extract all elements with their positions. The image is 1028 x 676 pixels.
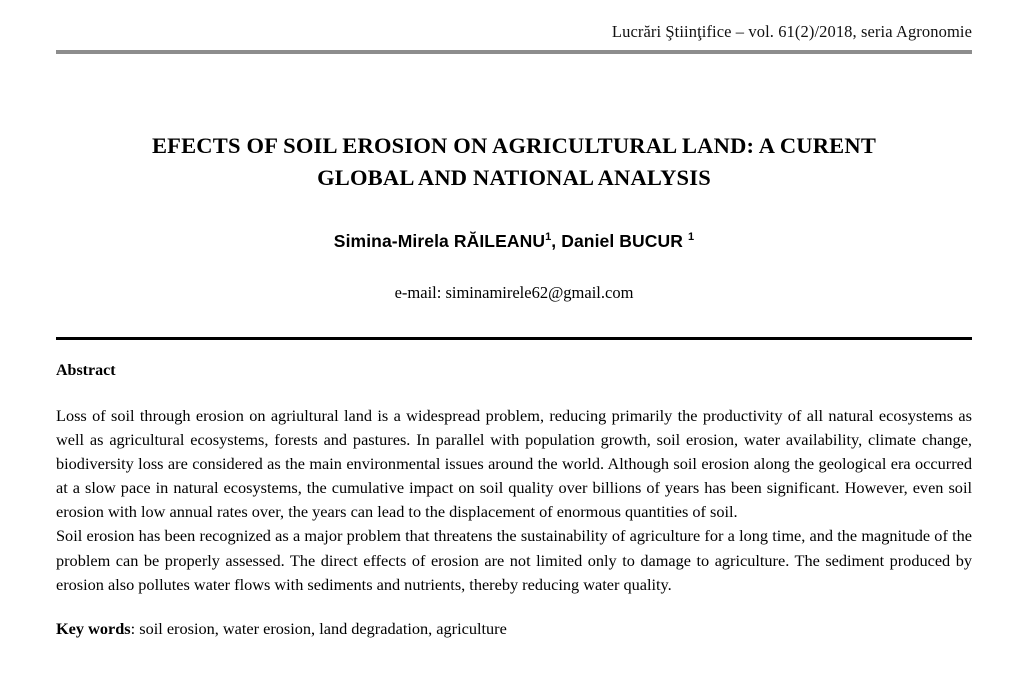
author-list: [56, 231, 972, 252]
author-separator: ,: [551, 230, 562, 251]
running-header: [56, 0, 972, 42]
author-affiliation-marker-2: 1: [687, 231, 695, 244]
abstract-heading: Abstract: [56, 361, 116, 379]
title-line-1: EFECTS OF SOIL EROSION ON AGRICULTURAL LAND: A CURENT: [151, 133, 877, 158]
running-header-text: Lucrări Ştiinţifice – vol. 61(2)/2018, seria Agronomie: [611, 22, 972, 41]
abstract-divider: [56, 337, 972, 340]
email-address[interactable]: siminamirele62@gmail.com: [445, 282, 634, 302]
title-block: [56, 130, 972, 303]
author-name-1: Simina-Mirela RĂILEANU: [333, 230, 546, 251]
keywords-values: soil erosion, water erosion, land degradation, agriculture: [139, 618, 507, 638]
keywords-separator: :: [130, 618, 140, 638]
abstract-paragraph-1: Loss of soil through erosion on agriultural land is a widespread problem, reducing primarily the productivity of all natural ecosystems as well as agricultural ecosystems, forests and pastures. In parallel with population growth, soil erosion, water availability, climate change, biodiversity loss are considered as the main environmental issues around the world. Although soil erosion along the geological era occurred at a slow pace in natural ecosystems, the cumulative impact on soil quality over billions of years has been significant. However, even soil erosion with low annual rates over, the years can lead to the displacement of enormous quantities of soil.: [56, 405, 972, 522]
header-divider: [56, 50, 972, 54]
author-name-2: Daniel BUCUR: [561, 230, 683, 251]
page-left-edge: [0, 0, 1, 676]
keywords-line: [56, 619, 972, 639]
abstract-text: [56, 404, 972, 597]
author-affiliation-marker-1: 1: [545, 231, 552, 244]
email-label: e-mail:: [394, 282, 446, 302]
abstract-paragraph-2: Soil erosion has been recognized as a major problem that threatens the sustainability of agriculture for a long time, and the magnitude of the problem can be properly assessed. The direct effects of erosion are not limited only to damage to agriculture. The sediment produced by erosion also pollutes water flows with sediments and nutrients, thereby reducing water quality.: [56, 526, 972, 594]
author-email: [56, 283, 972, 303]
title-line-2: GLOBAL AND NATIONAL ANALYSIS: [317, 164, 711, 190]
keywords-label: Key words: [56, 618, 131, 638]
page-title: [56, 130, 972, 194]
